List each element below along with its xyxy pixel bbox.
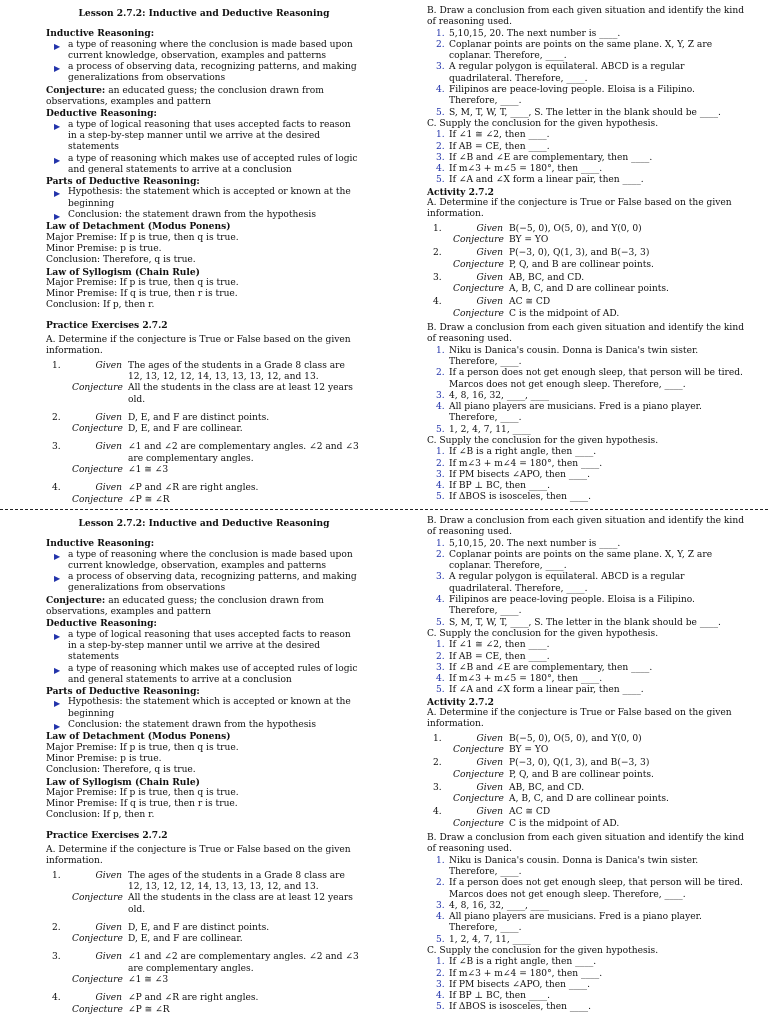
- list-item: ▶ a process of observing data, recognizing patterns, and making generalizations from observations: [54, 572, 357, 594]
- list-item: 1. 5,10,15, 20. The next number is ____.: [436, 538, 621, 549]
- lesson-title: Lesson 2.7.2: Inductive and Deductive Reasoning: [78, 518, 330, 529]
- practice-item-4: 4. Given ∠P and ∠R are right angles. Conjecture ∠P ≅ ∠R: [52, 483, 259, 505]
- triangle-bullet-icon: ▶: [54, 699, 61, 709]
- activity-partC-list: [427, 957, 745, 1013]
- activity-partC-list: [427, 447, 745, 503]
- activity-item-4: 4. Given AC ≅ CD Conjecture C is the midpoint of AD.: [433, 807, 620, 829]
- list-item: 3. If ∠B and ∠E are complementary, then ____.: [436, 152, 653, 163]
- activity-heading: Activity 2.7.2: [427, 696, 494, 708]
- activity-instruction: A. Determine if the conjecture is True or False based on the given information.: [427, 198, 732, 220]
- right-column: [427, 516, 745, 1014]
- list-item: ▶ a type of logical reasoning that uses accepted facts to reason in a step-by-step manner until we arrive at the desired statements: [54, 629, 351, 663]
- list-item: 1. If ∠B is a right angle, then ____.: [436, 447, 597, 458]
- list-item: 2. If a person does not get enough sleep, that person will be tired. Marcos does not get enough sleep. Therefore, ____.: [436, 368, 743, 390]
- left-column: [46, 516, 362, 1017]
- list-item: 5. S, M, T, W, T, ____, S. The letter in the blank should be ____.: [436, 617, 721, 628]
- deductive-list: [46, 120, 362, 176]
- inductive-list: [46, 550, 362, 595]
- list-item: 4. If BP ⊥ BC, then ____.: [436, 991, 550, 1002]
- list-item: 3. If ∠B and ∠E are complementary, then ____.: [436, 662, 653, 673]
- list-item: 2. If AB = CE, then ____.: [436, 651, 550, 662]
- list-item: 4. All piano players are musicians. Fred is a piano player. Therefore, ____.: [436, 912, 702, 934]
- activity-partC-instruction: C. Supply the conclusion for the given hypothesis.: [427, 945, 659, 956]
- parts-list: [46, 187, 362, 221]
- inductive-heading: Inductive Reasoning:: [46, 538, 155, 550]
- practice-instruction: A. Determine if the conjecture is True or False based on the given information.: [46, 335, 351, 357]
- list-item: 1. Niku is Danica's cousin. Donna is Danica's twin sister. Therefore, ____.: [436, 345, 699, 367]
- syllogism-heading: Law of Syllogism (Chain Rule): [46, 776, 200, 788]
- list-item: 2. If m∠3 + m∠4 = 180°, then ____.: [436, 968, 603, 979]
- syllogism-major: Major Premise: If p is true, then q is true.: [46, 277, 239, 288]
- practice-item-1: 1. Given The ages of the students in a Grade 8 class are 12, 13, 12, 12, 14, 13, 13, 13, 12, and 13. Conjecture All the students in the class are at least 12 years old.: [52, 870, 353, 915]
- practice-items: [46, 361, 362, 509]
- list-item: ▶ a process of observing data, recognizing patterns, and making generalizations from observations: [54, 62, 357, 84]
- triangle-bullet-icon: ▶: [54, 665, 61, 675]
- list-item: 2. If AB = CE, then ____.: [436, 141, 550, 152]
- conjecture-definition: Conjecture: an educated guess; the conclusion drawn from observations, examples and pattern: [46, 594, 324, 618]
- parts-heading: Parts of Deductive Reasoning:: [46, 176, 200, 188]
- triangle-bullet-icon: ▶: [54, 189, 61, 199]
- activity-instruction: A. Determine if the conjecture is True or False based on the given information.: [427, 708, 732, 730]
- syllogism-heading: Law of Syllogism (Chain Rule): [46, 266, 200, 278]
- list-item: 1. If ∠1 ≅ ∠2, then ____.: [436, 130, 550, 141]
- list-item: 4. If BP ⊥ BC, then ____.: [436, 481, 550, 492]
- parts-list: [46, 697, 362, 731]
- list-item: 3. A regular polygon is equilateral. ABCD is a regular quadrilateral. Therefore, ____.: [436, 62, 685, 84]
- partC-list: [427, 130, 745, 186]
- conjecture-definition: Conjecture: an educated guess; the conclusion drawn from observations, examples and pattern: [46, 84, 324, 108]
- list-item: 1. If ∠1 ≅ ∠2, then ____.: [436, 640, 550, 651]
- triangle-bullet-icon: ▶: [54, 574, 61, 584]
- syllogism-major: Major Premise: If p is true, then q is true.: [46, 787, 239, 798]
- partB-instruction: B. Draw a conclusion from each given situation and identify the kind of reasoning used.: [427, 6, 745, 28]
- activity-partC-instruction: C. Supply the conclusion for the given hypothesis.: [427, 435, 659, 446]
- triangle-bullet-icon: ▶: [54, 631, 61, 641]
- triangle-bullet-icon: ▶: [54, 212, 61, 222]
- activity-items: [427, 734, 745, 830]
- syllogism-minor: Minor Premise: If q is true, then r is true.: [46, 289, 238, 300]
- partB-instruction: B. Draw a conclusion from each given situation and identify the kind of reasoning used.: [427, 516, 745, 538]
- practice-item-2: 2. Given D, E, and F are distinct points. Conjecture D, E, and F are collinear.: [52, 412, 270, 435]
- activity-partB-instruction: B. Draw a conclusion from each given situation and identify the kind of reasoning used.: [427, 323, 745, 345]
- inductive-list: [46, 40, 362, 85]
- list-item: ▶ a type of reasoning which makes use of accepted rules of logic and general statements to arrive at a conclusion: [54, 153, 358, 175]
- list-item: ▶ Hypothesis: the statement which is accepted or known at the beginning: [54, 187, 351, 209]
- list-item: 5. If ∠A and ∠X form a linear pair, then ____.: [436, 685, 644, 696]
- list-item: 2. If a person does not get enough sleep, that person will be tired. Marcos does not get enough sleep. Therefore, ____.: [436, 878, 743, 900]
- activity-partB-list: [427, 856, 745, 946]
- list-item: 5. If ΔBOS is isosceles, then ____.: [436, 1002, 591, 1013]
- practice-item-2: 2. Given D, E, and F are distinct points. Conjecture D, E, and F are collinear.: [52, 922, 270, 945]
- handout-copy-top: [0, 0, 768, 509]
- triangle-bullet-icon: ▶: [54, 155, 61, 165]
- list-item: ▶ a type of reasoning where the conclusion is made based upon current knowledge, observation, examples and patterns: [54, 39, 353, 61]
- detachment-minor: Minor Premise: p is true.: [46, 243, 162, 254]
- activity-item-2: 2. Given P(−3, 0), Q(1, 3), and B(−3, 3) Conjecture P, Q, and B are collinear points.: [433, 758, 654, 780]
- list-item: 3. If PM bisects ∠APO, then ____.: [436, 469, 590, 480]
- syllogism-conclusion: Conclusion: If p, then r.: [46, 300, 155, 311]
- activity-item-3: 3. Given AB, BC, and CD. Conjecture A, B, C, and D are collinear points.: [433, 782, 669, 805]
- handout-copy-bottom: [0, 510, 768, 1017]
- activity-item-2: 2. Given P(−3, 0), Q(1, 3), and B(−3, 3) Conjecture P, Q, and B are collinear points.: [433, 248, 654, 270]
- partC-list: [427, 640, 745, 696]
- list-item: 4. All piano players are musicians. Fred is a piano player. Therefore, ____.: [436, 402, 702, 424]
- list-item: 5. If ΔBOS is isosceles, then ____.: [436, 492, 591, 503]
- practice-heading: Practice Exercises 2.7.2: [46, 319, 168, 331]
- list-item: ▶ Conclusion: the statement drawn from the hypothesis: [54, 720, 317, 732]
- syllogism-minor: Minor Premise: If q is true, then r is true.: [46, 799, 238, 810]
- activity-item-4: 4. Given AC ≅ CD Conjecture C is the midpoint of AD.: [433, 297, 620, 319]
- partB-list: [427, 29, 745, 119]
- parts-heading: Parts of Deductive Reasoning:: [46, 686, 200, 698]
- detachment-heading: Law of Detachment (Modus Ponens): [46, 221, 231, 233]
- left-column: [46, 6, 362, 509]
- detachment-heading: Law of Detachment (Modus Ponens): [46, 731, 231, 743]
- detachment-minor: Minor Premise: p is true.: [46, 753, 162, 764]
- list-item: 5. 1, 2, 4, 7, 11, ____: [436, 934, 531, 945]
- list-item: ▶ a type of reasoning where the conclusion is made based upon current knowledge, observation, examples and patterns: [54, 549, 353, 571]
- list-item: 3. If PM bisects ∠APO, then ____.: [436, 979, 590, 990]
- deductive-heading: Deductive Reasoning:: [46, 108, 157, 120]
- list-item: 1. Niku is Danica's cousin. Donna is Danica's twin sister. Therefore, ____.: [436, 855, 699, 877]
- list-item: 1. If ∠B is a right angle, then ____.: [436, 957, 597, 968]
- syllogism-conclusion: Conclusion: If p, then r.: [46, 810, 155, 821]
- list-item: ▶ Conclusion: the statement drawn from the hypothesis: [54, 210, 317, 222]
- activity-partB-instruction: B. Draw a conclusion from each given situation and identify the kind of reasoning used.: [427, 833, 745, 855]
- detachment-conclusion: Conclusion: Therefore, q is true.: [46, 765, 196, 776]
- lesson-title: Lesson 2.7.2: Inductive and Deductive Reasoning: [78, 8, 330, 19]
- list-item: 4. Filipinos are peace-loving people. Eloisa is a Filipino. Therefore, ____.: [436, 595, 695, 617]
- partC-instruction: C. Supply the conclusion for the given hypothesis.: [427, 628, 659, 639]
- practice-heading: Practice Exercises 2.7.2: [46, 829, 168, 841]
- triangle-bullet-icon: ▶: [54, 551, 61, 561]
- detachment-major: Major Premise: If p is true, then q is true.: [46, 232, 239, 243]
- list-item: 3. A regular polygon is equilateral. ABCD is a regular quadrilateral. Therefore, ____.: [436, 572, 685, 594]
- triangle-bullet-icon: ▶: [54, 41, 61, 51]
- list-item: ▶ a type of logical reasoning that uses accepted facts to reason in a step-by-step manner until we arrive at the desired statements: [54, 119, 351, 153]
- list-item: 5. If ∠A and ∠X form a linear pair, then ____.: [436, 175, 644, 186]
- partC-instruction: C. Supply the conclusion for the given hypothesis.: [427, 118, 659, 129]
- practice-instruction: A. Determine if the conjecture is True or False based on the given information.: [46, 845, 351, 867]
- list-item: 1. 5,10,15, 20. The next number is ____.: [436, 28, 621, 39]
- list-item: 5. 1, 2, 4, 7, 11, ____: [436, 424, 531, 435]
- practice-item-1: 1. Given The ages of the students in a Grade 8 class are 12, 13, 12, 12, 14, 13, 13, 13, 12, and 13. Conjecture All the students in the class are at least 12 years old.: [52, 360, 353, 405]
- list-item: ▶ a type of reasoning which makes use of accepted rules of logic and general statements to arrive at a conclusion: [54, 663, 358, 685]
- practice-item-3: 3. Given ∠1 and ∠2 are complementary angles. ∠2 and ∠3 are complementary angles. Conjecture ∠1 ≅ ∠3: [52, 442, 359, 475]
- detachment-conclusion: Conclusion: Therefore, q is true.: [46, 255, 196, 266]
- list-item: 2. If m∠3 + m∠4 = 180°, then ____.: [436, 458, 603, 469]
- activity-item-1: 1. Given B(−5, 0), O(5, 0), and Y(0, 0) Conjecture BY = YO: [433, 223, 642, 245]
- list-item: 3. 4, 8, 16, 32, ____, ____: [436, 390, 549, 401]
- list-item: 4. Filipinos are peace-loving people. Eloisa is a Filipino. Therefore, ____.: [436, 85, 695, 107]
- triangle-bullet-icon: ▶: [54, 64, 61, 74]
- list-item: 5. S, M, T, W, T, ____, S. The letter in the blank should be ____.: [436, 107, 721, 118]
- right-column: [427, 6, 745, 504]
- activity-items: [427, 224, 745, 320]
- list-item: 3. 4, 8, 16, 32, ____, ____: [436, 900, 549, 911]
- detachment-major: Major Premise: If p is true, then q is true.: [46, 742, 239, 753]
- activity-item-3: 3. Given AB, BC, and CD. Conjecture A, B, C, and D are collinear points.: [433, 272, 669, 295]
- triangle-bullet-icon: ▶: [54, 722, 61, 732]
- practice-item-4: 4. Given ∠P and ∠R are right angles. Conjecture ∠P ≅ ∠R: [52, 993, 259, 1015]
- activity-item-1: 1. Given B(−5, 0), O(5, 0), and Y(0, 0) Conjecture BY = YO: [433, 733, 642, 755]
- list-item: 4. If m∠3 + m∠5 = 180°, then ____.: [436, 164, 603, 175]
- list-item: ▶ Hypothesis: the statement which is accepted or known at the beginning: [54, 697, 351, 719]
- list-item: 4. If m∠3 + m∠5 = 180°, then ____.: [436, 674, 603, 685]
- triangle-bullet-icon: ▶: [54, 121, 61, 131]
- inductive-heading: Inductive Reasoning:: [46, 28, 155, 40]
- practice-items: [46, 871, 362, 1017]
- practice-item-3: 3. Given ∠1 and ∠2 are complementary angles. ∠2 and ∠3 are complementary angles. Conjecture ∠1 ≅ ∠3: [52, 952, 359, 985]
- deductive-list: [46, 630, 362, 686]
- activity-partB-list: [427, 346, 745, 436]
- deductive-heading: Deductive Reasoning:: [46, 618, 157, 630]
- list-item: 2. Coplanar points are points on the same plane. X, Y, Z are coplanar. Therefore, ____.: [436, 549, 713, 572]
- activity-heading: Activity 2.7.2: [427, 186, 494, 198]
- list-item: 2. Coplanar points are points on the same plane. X, Y, Z are coplanar. Therefore, ____.: [436, 39, 713, 62]
- partB-list: [427, 539, 745, 629]
